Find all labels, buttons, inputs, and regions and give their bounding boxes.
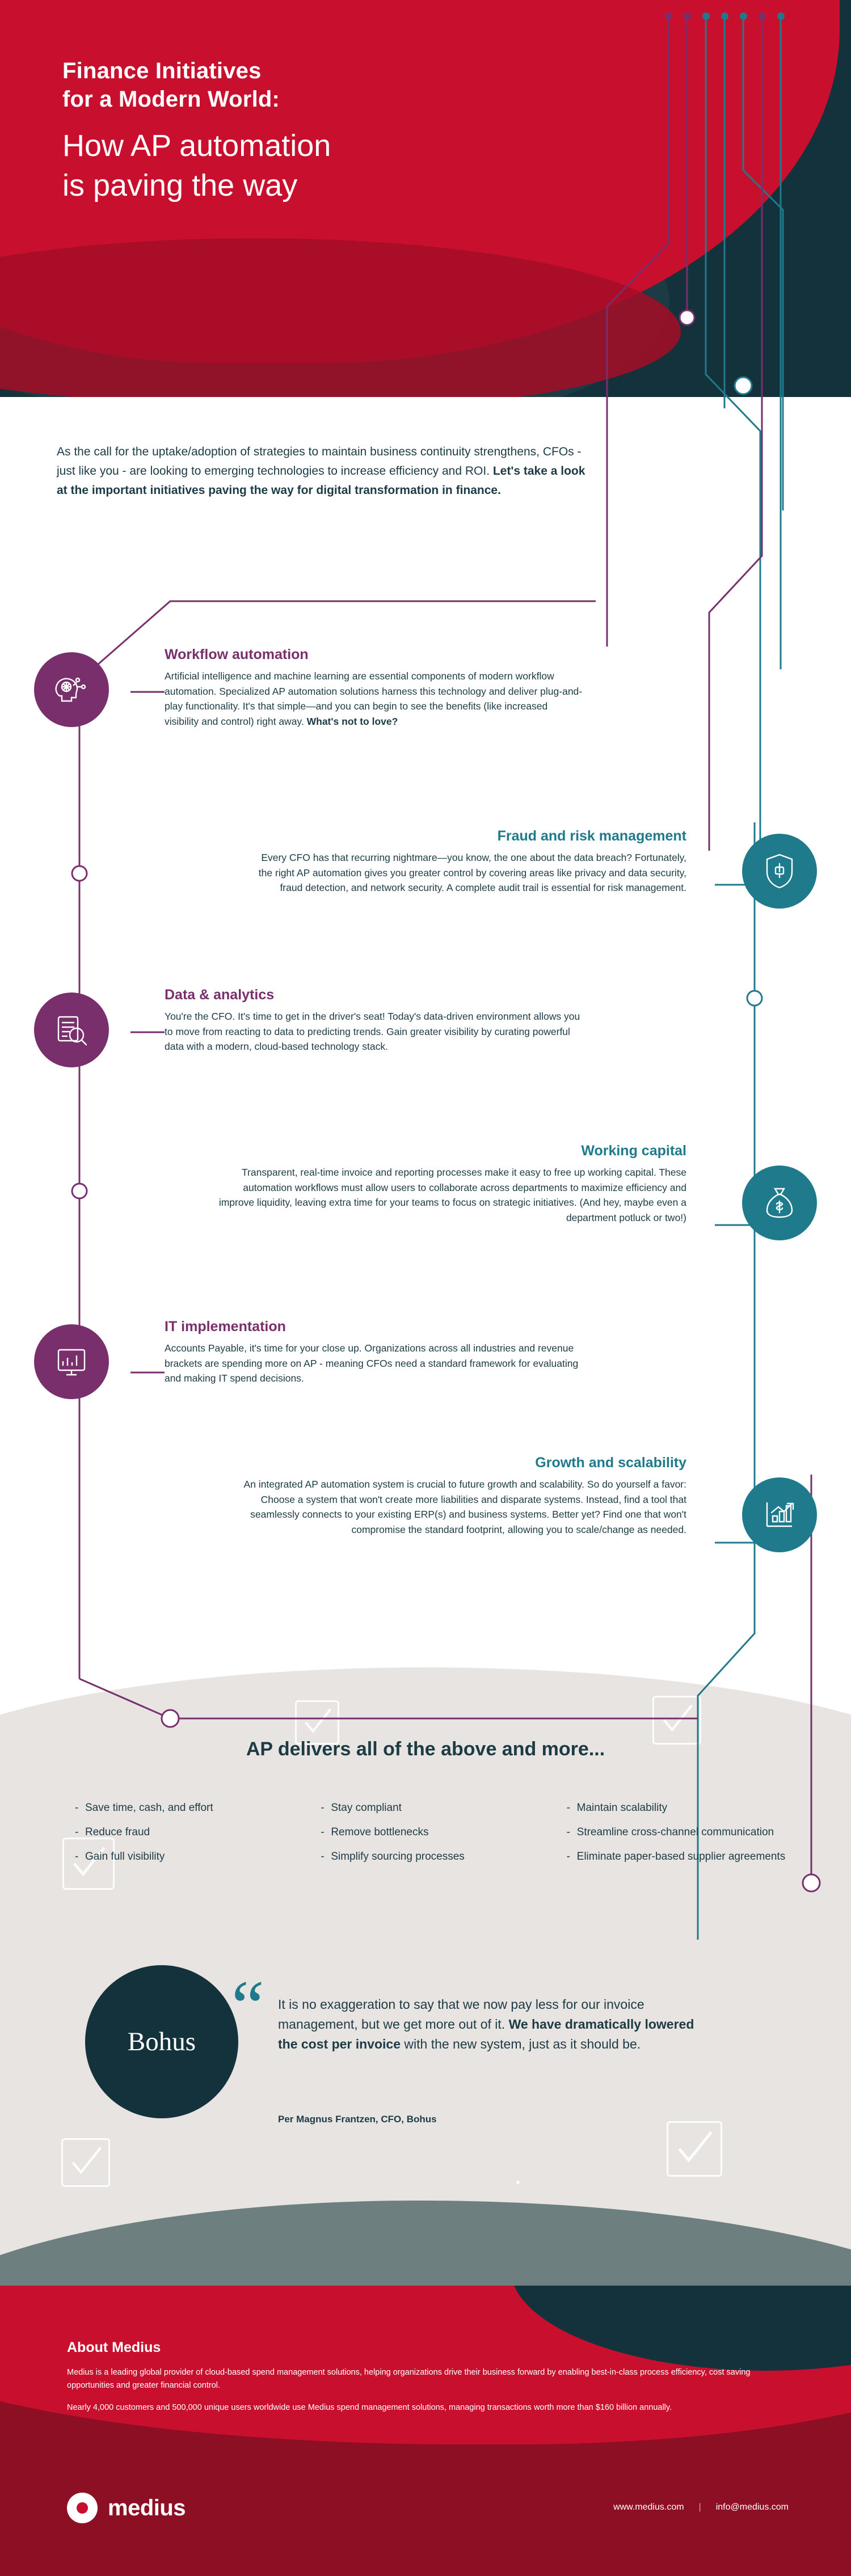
brand-name: medius (108, 2495, 186, 2520)
header-title-line1: How AP automation (62, 129, 331, 163)
benefit-item: - Reduce fraud (74, 1825, 297, 1840)
decorative-checkbox-icon (667, 2121, 722, 2177)
header-text-block (62, 57, 607, 205)
medius-mark-icon (67, 2493, 98, 2523)
item-body-fraud-and-risk-management: Every CFO has that recurring nightmare—you know, the one about the data breach? Fortunately, the right AP automation gives you greater control by covering areas like privacy and data security, fraud detection, and network security. A complete audit trail is essential for risk management. (258, 852, 686, 894)
quote-company-name: Bohus (127, 2027, 196, 2056)
benefit-item: - Simplify sourcing processes (319, 1849, 542, 1865)
benefit-item: - Maintain scalability (566, 1801, 789, 1816)
benefit-item: - Remove bottlenecks (319, 1825, 542, 1840)
item-title-data-and-analytics: Data & analytics (165, 987, 275, 1003)
header-title-line2: is paving the way (62, 168, 298, 203)
item-title-fraud-and-risk-management: Fraud and risk management (497, 828, 686, 844)
footer-separator: | (698, 2502, 701, 2512)
decorative-checkbox-icon (61, 2138, 110, 2187)
quote-attribution: Per Magnus Frantzen, CFO, Bohus (278, 2114, 437, 2125)
intro-paragraph (57, 442, 596, 500)
item-title-it-implementation: IT implementation (165, 1319, 286, 1335)
intro-text-bold: Let's take a look at the important initiatives paving the way for digital transformation in finance. (57, 464, 585, 497)
quote-text-part2: with the new system, just as it should be. (401, 2036, 641, 2051)
brand-logo (67, 2493, 186, 2523)
shield-icon (742, 834, 817, 909)
decorative-checkbox-icon (516, 2181, 520, 2184)
quote-text-part1: It is no exaggeration to say that we now pay less for our invoice management, but we get more out of it. (278, 1997, 644, 2032)
quote-text-bold: We have dramatically lowered the cost per invoice (278, 2016, 694, 2051)
item-title-growth-and-scalability: Growth and scalability (535, 1455, 686, 1471)
footer-links (613, 2502, 789, 2512)
brain-head-icon (34, 652, 109, 727)
quote-company-badge (85, 1965, 238, 2118)
item-body-bold-workflow-automation: What's not to love? (306, 715, 398, 727)
benefits-column-2 (319, 1801, 542, 1874)
about-paragraph-2: Nearly 4,000 customers and 500,000 unique users worldwide use Medius spend management solutions, managing transactions worth more than $160 billion annually. (67, 2403, 672, 2413)
benefit-item: - Stay compliant (319, 1801, 542, 1816)
benefit-item: - Save time, cash, and effort (74, 1801, 297, 1816)
about-heading: About Medius (67, 2339, 161, 2355)
about-block (67, 2339, 787, 2424)
intro-text-plain: As the call for the uptake/adoption of strategies to maintain business continuity strengthens, CFOs - just like you - are looking to emerging technologies to increase efficiency and ROI. (57, 445, 582, 478)
decorative-checkbox-icon (652, 1696, 701, 1745)
quote-text (278, 1995, 709, 2054)
dashboard-chart-icon (34, 1324, 109, 1399)
benefits-column-1 (74, 1801, 297, 1874)
about-paragraph-1: Medius is a leading global provider of cloud-based spend management solutions, helping organizations drive their business forward by enabling best-in-class process efficiency, cost saving opportunities and greater financial control. (67, 2368, 751, 2391)
growth-arrow-icon (742, 1477, 817, 1552)
header-kicker-line1: Finance Initiatives (62, 58, 262, 83)
item-body-data-and-analytics: You're the CFO. It's time to get in the driver's seat! Today's data-driven environment allows you to move from reacting to data to predicting trends. Gain greater visibility by curating powerful data with a modern, cloud-based technology stack. (165, 1011, 580, 1053)
item-title-workflow-automation: Workflow automation (165, 647, 309, 662)
item-title-working-capital: Working capital (581, 1143, 686, 1159)
item-body-workflow-automation: Artificial intelligence and machine learning are essential components of modern workflow automation. Specialized AP automation solutions harness this technology and deliver plug-and-play functionality. It's that simple—and you can begin to see the benefits (like increased visibility and control) right away. (165, 670, 583, 727)
benefit-item: - Gain full visibility (74, 1849, 297, 1865)
header-kicker-line2: for a Modern World: (62, 87, 280, 112)
benefits-columns (74, 1801, 789, 1874)
benefits-column-3 (566, 1801, 789, 1874)
money-bag-icon (742, 1165, 817, 1240)
email-link[interactable]: info@medius.com (715, 2502, 789, 2512)
item-body-working-capital: Transparent, real-time invoice and reporting processes make it easy to free up working capital. These automation workflows must allow users to collaborate across departments to maximize efficiency and improve liquidity, leaving extra time for your teams to focus on strategic initiatives. (And hey, maybe even a department potluck or two!) (218, 1167, 686, 1223)
benefits-heading: AP delivers all of the above and more... (246, 1738, 605, 1760)
benefit-item: - Eliminate paper-based supplier agreements (566, 1849, 789, 1865)
header-dot-row (665, 12, 796, 23)
footer-background (0, 2286, 851, 2576)
website-link[interactable]: www.medius.com (613, 2502, 684, 2512)
data-magnifier-icon (34, 993, 109, 1067)
item-body-growth-and-scalability: An integrated AP automation system is crucial to future growth and scalability. So do yourself a favor: Choose a system that won't create more liabilities and disparate systems. Instead, find a tool that seamlessly connects to your existing ERP(s) and business systems. Better yet? Find one that won't compromise the standard footprint, allowing you to scale/change as needed. (243, 1479, 686, 1535)
item-body-it-implementation: Accounts Payable, it's time for your close up. Organizations across all industries and revenue brackets are spending more on AP - meaning CFOs need a standard framework for evaluating and making IT spend decisions. (165, 1342, 579, 1384)
quote-mark-icon: “ (231, 1966, 264, 2047)
benefit-item: - Streamline cross-channel communication (566, 1825, 789, 1840)
